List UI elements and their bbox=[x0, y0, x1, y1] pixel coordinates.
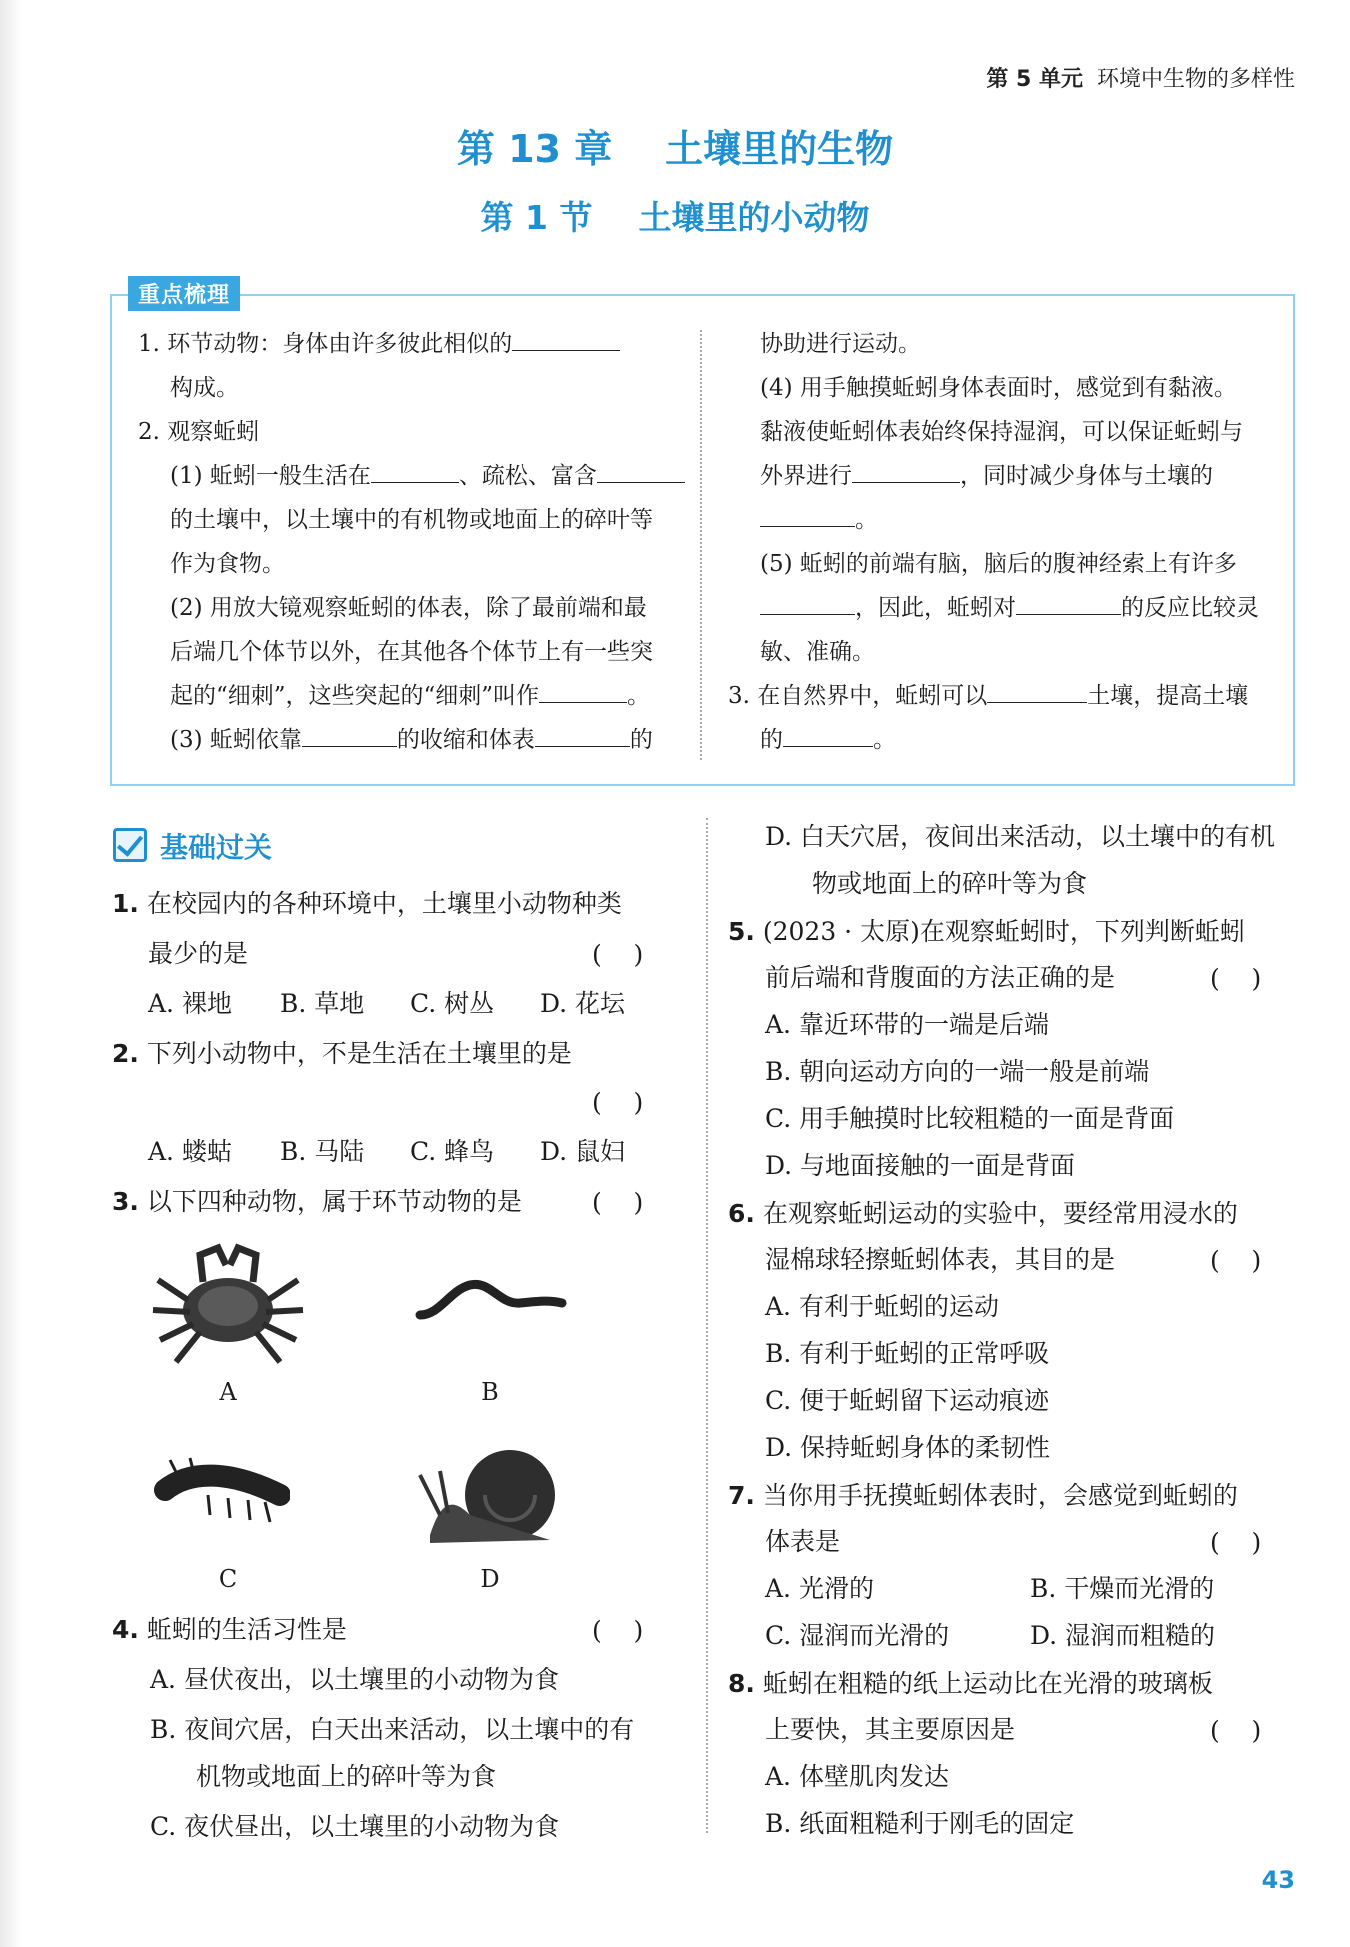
q7-option-c: C. 湿润而光滑的 bbox=[765, 1621, 950, 1650]
q4-option-a: A. 昼伏夜出，以土壤里的小动物为食 bbox=[150, 1665, 559, 1694]
q5-option-b: B. 朝向运动方向的一端一般是前端 bbox=[765, 1057, 1150, 1086]
answer-paren: ( ) bbox=[592, 1616, 644, 1645]
q8-option-a: A. 体壁肌肉发达 bbox=[765, 1762, 949, 1791]
q7-option-b: B. 干燥而光滑的 bbox=[1030, 1574, 1215, 1603]
kp-line: 外界进行 ，同时减少身体与土壤的 bbox=[760, 454, 1213, 498]
q4-option-d: D. 白天穴居，夜间出来活动，以土壤中的有机 bbox=[765, 822, 1276, 851]
question-5-line2: 前后端和背腹面的方法正确的是 bbox=[765, 963, 1116, 992]
snail-icon bbox=[410, 1435, 570, 1555]
picture-label-a: A bbox=[219, 1378, 237, 1406]
answer-paren: ( ) bbox=[592, 940, 644, 969]
centipede-icon bbox=[150, 1440, 290, 1530]
q7-option-a: A. 光滑的 bbox=[765, 1574, 874, 1603]
question-1: 1. 在校园内的各种环境中，土壤里小动物种类 bbox=[112, 889, 622, 918]
q1-option-b: B. 草地 bbox=[280, 989, 365, 1018]
kp-line: (1) 蚯蚓一般生活在 、疏松、富含 bbox=[170, 454, 685, 498]
q6-option-c: C. 便于蚯蚓留下运动痕迹 bbox=[765, 1386, 1050, 1415]
question-1-line2: 最少的是 bbox=[148, 939, 249, 968]
q7-option-d: D. 湿润而粗糙的 bbox=[1030, 1621, 1216, 1650]
chapter-title: 第 13 章 土壤里的生物 bbox=[456, 127, 894, 171]
q1-option-a: A. 裸地 bbox=[148, 989, 232, 1018]
question-7-line2: 体表是 bbox=[765, 1527, 841, 1556]
page-edge-shadow bbox=[0, 0, 22, 1947]
kp-line: (5) 蚯蚓的前端有脑，脑后的腹神经索上有许多 bbox=[760, 551, 1237, 577]
kp-line: 起的“细刺”，这些突起的“细刺”叫作 。 bbox=[170, 674, 650, 718]
picture-label-d: D bbox=[480, 1565, 500, 1593]
picture-label-c: C bbox=[218, 1565, 238, 1593]
column-divider bbox=[706, 818, 708, 1833]
q6-option-b: B. 有利于蚯蚓的正常呼吸 bbox=[765, 1339, 1050, 1368]
kp-line: 敏、准确。 bbox=[760, 639, 875, 665]
crab-icon bbox=[148, 1240, 308, 1370]
basics-title: 基础过关 bbox=[160, 831, 273, 864]
question-5: 5. (2023 · 太原)在观察蚯蚓时，下列判断蚯蚓 bbox=[728, 917, 1245, 946]
q2-option-a: A. 蝼蛄 bbox=[148, 1137, 232, 1166]
q4-option-b: B. 夜间穴居，白天出来活动，以土壤中的有 bbox=[150, 1715, 635, 1744]
q1-option-d: D. 花坛 bbox=[540, 989, 626, 1018]
unit-title: 环境中生物的多样性 bbox=[1096, 67, 1295, 92]
q5-option-c: C. 用手触摸时比较粗糙的一面是背面 bbox=[765, 1104, 1175, 1133]
page-number: 43 bbox=[1261, 1866, 1295, 1894]
question-6-line2: 湿棉球轻擦蚯蚓体表，其目的是 bbox=[765, 1245, 1116, 1274]
answer-paren: ( ) bbox=[592, 1088, 644, 1117]
question-3: 3. 以下四种动物，属于环节动物的是 bbox=[112, 1187, 522, 1216]
q4-option-b-cont: 机物或地面上的碎叶等为食 bbox=[196, 1762, 497, 1791]
q5-option-d: D. 与地面接触的一面是背面 bbox=[765, 1151, 1076, 1180]
kp-line: (3) 蚯蚓依靠 的收缩和体表 的 bbox=[170, 718, 653, 762]
check-icon bbox=[113, 828, 147, 862]
picture-label-b: B bbox=[481, 1378, 499, 1406]
answer-paren: ( ) bbox=[1210, 964, 1262, 993]
question-8-line2: 上要快，其主要原因是 bbox=[765, 1715, 1016, 1744]
q1-option-c: C. 树丛 bbox=[410, 989, 495, 1018]
q6-option-a: A. 有利于蚯蚓的运动 bbox=[765, 1292, 999, 1321]
kp-line: (2) 用放大镜观察蚯蚓的体表，除了最前端和最 bbox=[170, 595, 647, 621]
question-8: 8. 蚯蚓在粗糙的纸上运动比在光滑的玻璃板 bbox=[728, 1669, 1213, 1698]
kp-line: 作为食物。 bbox=[170, 551, 285, 577]
kp-line: 后端几个体节以外，在其他各个体节上有一些突 bbox=[170, 639, 653, 665]
kp-line: 构成。 bbox=[170, 375, 239, 401]
running-header bbox=[986, 62, 1295, 93]
key-points-divider bbox=[700, 330, 702, 760]
earthworm-icon bbox=[410, 1265, 570, 1335]
unit-number: 第 5 单元 bbox=[986, 67, 1083, 92]
answer-paren: ( ) bbox=[1210, 1528, 1262, 1557]
q4-option-d-cont: 物或地面上的碎叶等为食 bbox=[812, 869, 1088, 898]
q2-option-c: C. 蜂鸟 bbox=[410, 1137, 495, 1166]
question-4: 4. 蚯蚓的生活习性是 bbox=[112, 1615, 347, 1644]
kp-line: 1. 环节动物：身体由许多彼此相似的 bbox=[138, 322, 620, 366]
kp-line: 协助进行运动。 bbox=[760, 331, 921, 357]
kp-line: (4) 用手触摸蚯蚓身体表面时，感觉到有黏液。 bbox=[760, 375, 1237, 401]
answer-paren: ( ) bbox=[1210, 1716, 1262, 1745]
q6-option-d: D. 保持蚯蚓身体的柔韧性 bbox=[765, 1433, 1051, 1462]
section-title: 第 1 节 土壤里的小动物 bbox=[480, 198, 870, 237]
key-points-tag: 重点梳理 bbox=[128, 276, 240, 311]
answer-paren: ( ) bbox=[592, 1188, 644, 1217]
q4-option-c: C. 夜伏昼出，以土壤里的小动物为食 bbox=[150, 1812, 560, 1841]
kp-line: 黏液使蚯蚓体表始终保持湿润，可以保证蚯蚓与 bbox=[760, 419, 1243, 445]
kp-line: 的土壤中，以土壤中的有机物或地面上的碎叶等 bbox=[170, 507, 653, 533]
q2-option-d: D. 鼠妇 bbox=[540, 1137, 626, 1166]
question-6: 6. 在观察蚯蚓运动的实验中，要经常用浸水的 bbox=[728, 1199, 1238, 1228]
kp-line: ，因此，蚯蚓对 的反应比较灵 bbox=[760, 586, 1259, 630]
q8-option-b: B. 纸面粗糙利于刚毛的固定 bbox=[765, 1809, 1075, 1838]
kp-line: 。 bbox=[760, 498, 878, 542]
question-7: 7. 当你用手抚摸蚯蚓体表时，会感觉到蚯蚓的 bbox=[728, 1481, 1238, 1510]
kp-line: 3. 在自然界中，蚯蚓可以 土壤，提高土壤 bbox=[728, 674, 1248, 718]
answer-paren: ( ) bbox=[1210, 1246, 1262, 1275]
question-2: 2. 下列小动物中，不是生活在土壤里的是 bbox=[112, 1039, 572, 1068]
kp-line: 的 。 bbox=[760, 718, 896, 762]
q2-option-b: B. 马陆 bbox=[280, 1137, 365, 1166]
q5-option-a: A. 靠近环带的一端是后端 bbox=[765, 1010, 1049, 1039]
kp-line: 2. 观察蚯蚓 bbox=[138, 419, 260, 445]
